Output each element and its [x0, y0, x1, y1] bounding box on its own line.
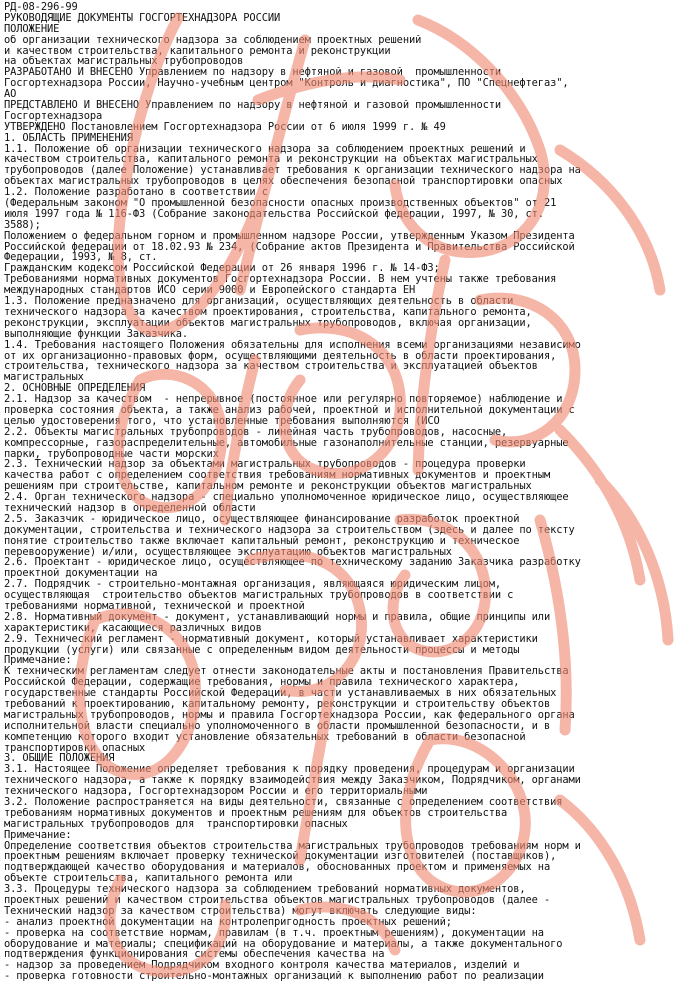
- document-line: 2. ОСНОВНЫЕ ОПРЕДЕЛЕНИЯ: [4, 383, 146, 395]
- document-line: качеством строительства, капитального ремонта и реконструкции на объектах магистральных: [4, 154, 538, 166]
- document-line: парки, трубопроводные части морских: [4, 448, 219, 460]
- document-line: К техническим регламентам следует отнести законодательные акты и постановления Правительства: [4, 666, 569, 678]
- document-line: продукции (услуги) или связанные с определенным видом деятельности процессы и методы: [4, 644, 520, 656]
- document-line: Положением о федеральном горном и промышленном надзоре России, утвержденным Указом Президента: [4, 230, 575, 242]
- document-line: Российской федерации от 18.02.93 № 234, (Собрание актов Президента и Правительства Российской: [4, 241, 575, 253]
- document-line: 2.9. Технический регламент - нормативный документ, который устанавливает характеристики: [4, 633, 538, 645]
- document-line: 3. ОБЩИЕ ПОЛОЖЕНИЯ: [4, 753, 115, 765]
- document-line: ПОЛОЖЕНИЕ: [4, 23, 60, 35]
- document-line: РУКОВОДЯЩИЕ ДОКУМЕНТЫ ГОСГОРТЕХНАДЗОРА РОССИИ: [4, 12, 281, 24]
- document-line: (Федеральным законом "О промышленной безопасности опасных производственных объектов" от 21: [4, 198, 557, 209]
- document-line: 2.7. Подрядчик - строительно-монтажная организация, являющаяся юридическим лицом,: [4, 579, 501, 591]
- document-line: 2.3. Технический надзор за объектами магистральных трубопроводов - процедура проверки: [4, 459, 526, 471]
- document-line: магистральных трубопроводов, нормы и правила Госгортехнадзора России, как федерального органа: [4, 709, 575, 721]
- document-line: объектах магистральных трубопроводов в целях обеспечения безопасной транспортировки опасных: [4, 176, 563, 188]
- document-line: 1.3. Положение предназначено для организаций, осуществляющих деятельность в области: [4, 296, 514, 307]
- document-line: - надзор за проведением Подрядчиком входного контроля качества материалов, изделий и: [4, 960, 520, 972]
- document-line: качества работ с определением соответствия требованиям нормативных документов и проектным: [4, 470, 551, 482]
- document-line: технического надзора, а также к порядку взаимодействия между Заказчиком, Подрядчиком, органами: [4, 775, 581, 787]
- document-line: Гражданским кодексом Российской Федерации от 26 января 1996 г. № 14-ФЗ;: [4, 263, 440, 275]
- document-line: АО: [4, 89, 17, 101]
- document-line: Госгортехнадзора: [4, 110, 103, 122]
- document-line: магистральных: [4, 372, 84, 384]
- document-line: проектных решений и качеством строительства объектов магистральных трубопроводов (далее -: [4, 895, 551, 906]
- document-line: понятие строительство также включает капитальный ремонт, реконструкцию и техническое: [4, 535, 520, 547]
- document-line: компрессорные, газораспределительные, автомобильные газонаполнительные станции, резервуарные: [4, 437, 569, 449]
- document-line: технический надзор в определенной области: [4, 502, 256, 514]
- document-line: ПРЕДСТАВЛЕНО И ВНЕСЕНО Управлением по надзору в нефтяной и газовой промышленности: [4, 100, 501, 111]
- document-line: строительства, технического надзора за качеством строительства и эксплуатацией объектов: [4, 361, 538, 373]
- document-line: требованиям нормативных документов и проектным решениям для объектов строительства: [4, 807, 508, 819]
- document-line: требований к проектированию, капитальному ремонту, реконструкции и строительству объектов: [4, 699, 551, 710]
- document-line: выполняющие функции Заказчика.: [4, 328, 189, 340]
- document-line: - проверка готовности строительно-монтажных организаций к выполнению работ по реализации: [4, 971, 544, 983]
- document-line: трубопроводов (далее Положение) устанавливает требования к организации технического надзора на: [4, 165, 581, 177]
- document-line: июля 1997 года № 116-ФЗ (Собрание законодательства Российской федерации, 1997, № 30, ст.: [4, 208, 544, 220]
- document-line: РАЗРАБОТАНО И ВНЕСЕНО Управлением по надзору в нефтяной и газовой промышленности: [4, 67, 501, 79]
- document-line: 2.5. Заказчик - юридическое лицо, осуществляющее финансирование разработок проектной: [4, 513, 520, 525]
- document-line: Технический надзор за качеством строительства) могут включать следующие виды:: [4, 905, 477, 917]
- document-line: Примечание:: [4, 655, 72, 667]
- document-line: 2.8. Нормативный документ - документ, устанавливающий нормы и правила, общие принципы или: [4, 611, 551, 623]
- document-line: транспортировки опасных: [4, 742, 146, 754]
- document-line: 2.2. Объекты магистральных трубопроводов - линейная часть трубопроводов, насосные,: [4, 426, 508, 438]
- document-line: 2.4. Орган технического надзора - специально уполномоченное юридическое лицо, осуществляющее: [4, 492, 569, 503]
- document-line: международных стандартов ИСО серии 9000 и Европейского стандарта ЕН: [4, 285, 416, 297]
- document-line: - проверка на соответствие нормам, правилам (в т.ч. проектным решениям), документации на: [4, 927, 544, 939]
- document-line: документации, строительства и технического надзора за строительством (здесь и далее по тексту: [4, 524, 575, 536]
- document-line: 1.1. Положение об организации технического надзора за соблюдением проектных решений и: [4, 143, 526, 155]
- document-line: об организации технического надзора за соблюдением проектных решений: [4, 34, 422, 46]
- document-line: оборудование и материалы; спецификаций на оборудование и материалы, а также документального: [4, 938, 563, 950]
- document-line: технического надзора за качеством проектирования, строительства, капитального ремонта,: [4, 306, 532, 318]
- document-line: 3.3. Процедуры технического надзора за соблюдением требований нормативных документов,: [4, 884, 526, 896]
- document-line: Требованиями нормативных документов Госгортехнадзора России. В нем учтены также требования: [4, 274, 557, 286]
- document-line: и качеством строительства, капитального ремонта и реконструкции: [4, 45, 391, 57]
- document-line: Госгортехнадзора России, Научно-учебным центром "Контроль и диагностика", ПО "Спецнефтегаз",: [4, 78, 569, 90]
- document-line: от их организационно-правовых форм, осуществляющими деятельность в области проектирования,: [4, 350, 557, 362]
- document-line: характеристики, касающиеся различных видов: [4, 622, 262, 634]
- document-line: Российской Федерации, содержащие требования, нормы и правила технического характера,: [4, 677, 520, 689]
- document-line: осуществляющая строительство объектов магистральных трубопроводов в соответствии с: [4, 590, 514, 601]
- document-line: Определение соответствия объектов строительства магистральных трубопроводов требованиям норм и: [4, 840, 581, 852]
- document-line: требованиями нормативной, технической и проектной: [4, 600, 305, 612]
- document-line: технического надзора, Госгортехнадзором России и его территориальными: [4, 786, 428, 798]
- document-line: 1. ОБЛАСТЬ ПРИМЕНЕНИЯ: [4, 132, 133, 144]
- document-line: проектной документации на: [4, 568, 158, 580]
- document-line: исполнительной власти специально уполномоченного в области промышленной безопасности, и в: [4, 720, 551, 732]
- document-line: решениям при строительстве, капитальном ремонте и реконструкции объектов магистральных: [4, 481, 532, 493]
- document-line: РД-08-296-99: [4, 2, 78, 13]
- document-line: 2.1. Надзор за качеством - непрерывное (постоянное или регулярно повторяемое) наблюдение и: [4, 394, 563, 405]
- document-line: УТВЕРЖДЕНО Постановлением Госгортехнадзора России от 6 июля 1999 г. № 49: [4, 121, 446, 133]
- document-line: 3.2. Положение распространяется на виды деятельности, связанные с определением соответствия: [4, 797, 563, 808]
- document-line: 1.4. Требования настоящего Положения обязательны для исполнения всеми организациями независимо: [4, 339, 581, 351]
- document-line: подтверждения функционирования системы обеспечения качества на: [4, 949, 385, 961]
- document-line: государственные стандарты Российской Федерации, в части устанавливаемых в них обязательных: [4, 688, 557, 699]
- document-line: магистральных трубопроводов для транспортировки опасных: [4, 818, 348, 830]
- document-line: реконструкции, эксплуатации объектов магистральных трубопроводов, включая организации,: [4, 317, 532, 329]
- document-line: 3.1. Настоящее Положение определяет требования к порядку проведения, процедурам и организации: [4, 764, 575, 776]
- document-line: 2.6. Проектант - юридическое лицо, осуществляющее по техническому заданию Заказчика разработку: [4, 557, 581, 569]
- document-line: подтверждающей качество оборудования и материалов, обоснованных проектом и применяемых на: [4, 862, 551, 874]
- document-line: компетенцию которого входит установление обязательных требований в области безопасной: [4, 731, 526, 743]
- document-text: [4, 2, 696, 982]
- document-line: на объектах магистральных трубопроводов: [4, 56, 244, 68]
- document-line: объекте строительства, капитального ремонта или: [4, 873, 293, 885]
- document-line: 3588);: [4, 219, 41, 231]
- document-line: проектным решениям включает проверку технической документации изготовителей (поставщиков),: [4, 851, 557, 863]
- document-line: - анализ проектной документации на контролепригодность проектных решений;: [4, 916, 452, 928]
- document-line: целью удостоверения того, что установленные требования выполняются (ИСО: [4, 415, 440, 427]
- document-line: 1.2. Положение разработано в соответствии с: [4, 187, 268, 199]
- document-line: проверка состояния объекта, а также анализ рабочей, проектной и исполнительной документации с: [4, 404, 575, 416]
- document-line: Федерации, 1993, № 8, ст.: [4, 252, 158, 264]
- document-line: Примечание:: [4, 829, 72, 841]
- document-line: перевооружение) и/или, осуществляющее эксплуатацию объектов магистральных: [4, 546, 452, 558]
